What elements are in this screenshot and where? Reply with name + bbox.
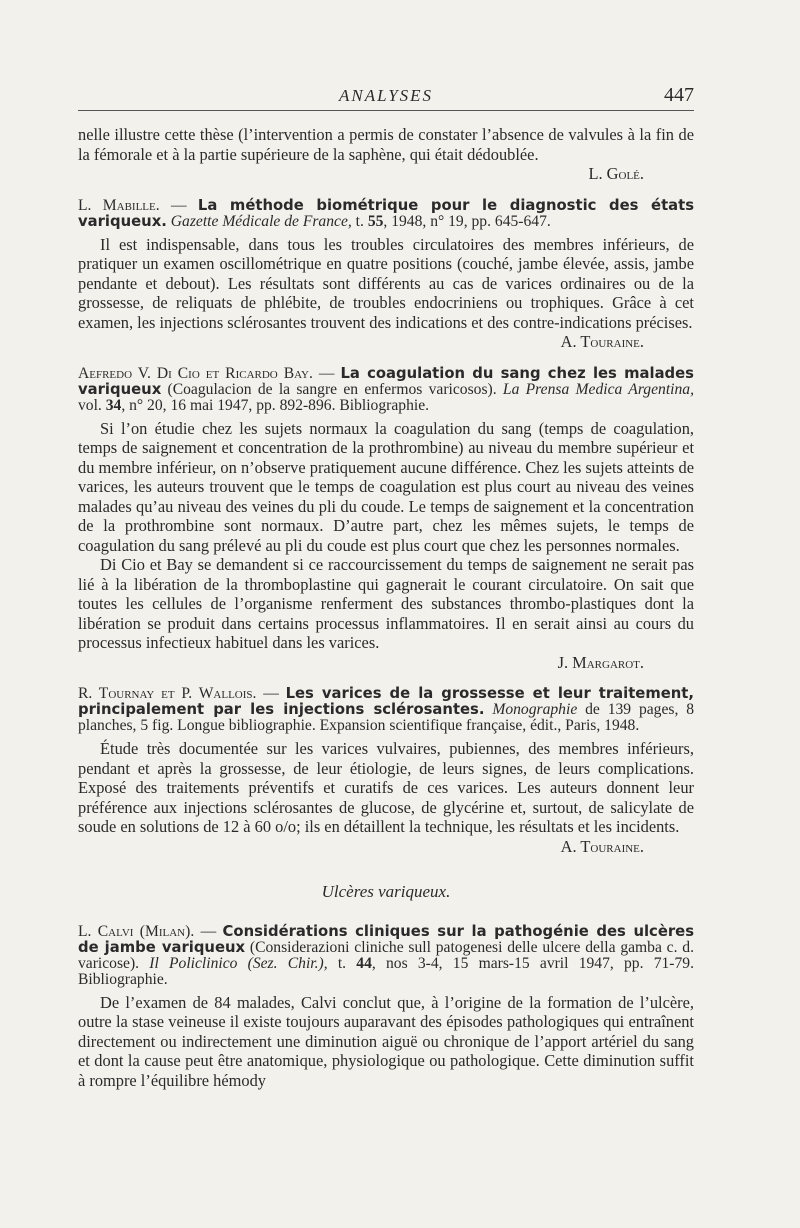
reference-entry: Aefredo V. Di Cio et Ricardo Bay. — La coagulation du sang chez les malades variqueux (Coagulacion de la sangre en enfermos varicosos). La Prensa Medica Argentina, vol. 34, n° 20, 16 mai 1947, pp. 892-896. Bibliographie. — [78, 364, 694, 414]
reference-entry: L. Calvi (Milan). — Considérations cliniques sur la pathogénie des ulcères de jambe variqueux (Considerazioni cliniche sull patogenesi delle ulcere della gamba c. d. varicose). Il Policlinico (Sez. Chir.), t. 44, nos 3-4, 15 mars-15 avril 1947, pp. 71-79. Bibliographie. — [78, 922, 695, 988]
authors: L. Calvi (Milan). — [78, 922, 195, 940]
volume: 44 — [356, 954, 372, 972]
page-body — [78, 125, 694, 1090]
authors: R. Tournay et P. Wallois. — [78, 685, 257, 702]
page-header — [78, 84, 694, 111]
journal-name: Gazette Médicale de France, — [170, 212, 352, 230]
authors: L. Mabille. — [78, 196, 160, 214]
article-title: La méthode biométrique pour le diagnostic des états variqueux. — [78, 196, 695, 230]
volume: 34 — [105, 396, 122, 414]
journal-name: La Prensa Medica Argentina, — [502, 380, 694, 398]
page-number: 447 — [664, 84, 694, 106]
abstract-paragraph: Di Cio et Bay se demandent si ce raccourcissement du temps de saignement ne serait pas lié à la libération de la thromboplastine qui gagnerait le courant circulatoire. On sait que toutes les cellules de l’organisme renferment des substances thrombo-plastiques dont la libération se produit dans certains processus inflammatoires. Il en serait ainsi au cours du processus infectieux habituel dans les varices. — [78, 555, 694, 652]
abstract-paragraph: De l’examen de 84 malades, Calvi conclut que, à l’origine de la formation de l’ulcère, outre la stase veineuse il existe toujours auparavant des épisodes pathologiques qui entraînent directement ou indirectement une diminution aiguë ou chronique de l’apport artériel du sang et dont la cause peut être anatomique, physiologique ou pathologique. Cette diminution suffit à rompre l’équilibre hémody — [78, 992, 694, 1090]
journal-name: Il Policlinico (Sez. Chir.), — [149, 954, 328, 972]
running-title: ANALYSES — [338, 86, 434, 105]
abstract-paragraph: Il est indispensable, dans tous les troubles circulatoires des membres inférieurs, de pratiquer un examen oscillométrique en quatre positions (couché, jambe élevée, assis, jambe pendante et debout). Les résultats sont différents au cas de varices ordinaires ou de la grossesse, de reliquats de phlébite, de troubles endocriniens ou trophiques. Grâce à cet examen, les injections sclérosantes trouvent des indications et des contre-indications précises. — [78, 234, 694, 332]
volume: 55 — [367, 212, 384, 230]
signature: A. Touraine. — [560, 836, 644, 856]
continuation-paragraph: nelle illustre cette thèse (l’intervention a permis de constater l’absence de valvules à la fin de la fémorale et à la partie supérieure de la saphène, qui était dédoublée. — [78, 125, 694, 164]
section-title: Ulcères variqueux. — [321, 882, 451, 901]
signature: A. Touraine. — [560, 332, 644, 351]
reference-entry: L. Mabille. — La méthode biométrique pour le diagnostic des états variqueux. Gazette Médicale de France, t. 55, 1948, n° 19, pp. 645-647. — [78, 196, 695, 230]
abstract-paragraph: Étude très documentée sur les varices vulvaires, pubiennes, des membres inférieurs, pendant et après la grossesse, de leur étiologie, de leurs signes, de leurs complications. Exposé des traitements préventifs et curatifs de ces varices. Les auteurs donnent leur préférence aux injections sclérosantes de glucose, de glycérine et, surtout, de salicylate de soude en solutions de 12 à 60 o/o; ils en détaillent la technique, les résultats et les incidents. — [78, 739, 694, 836]
original-title: (Considerazioni cliniche sull patogenesi delle ulcere della gamba c. d. varicose). — [78, 938, 694, 972]
reference-entry: R. Tournay et P. Wallois. — Les varices de la grossesse et leur traitement, principalement par les injections sclérosantes. Monographie de 139 pages, 8 planches, 5 fig. Longue bibliographie. Expansion scientifique française, édit., Paris, 1948. — [78, 685, 695, 734]
article-title: Considérations cliniques sur la pathogénie des ulcères de jambe variqueux — [78, 922, 695, 956]
article-title: La coagulation du sang chez les malades variqueux — [78, 364, 694, 398]
original-title: (Coagulacion de la sangre en enfermos varicosos). — [161, 380, 503, 398]
journal-name: Monographie — [484, 701, 578, 718]
signature: L. Golé. — [588, 164, 644, 183]
article-title: Les varices de la grossesse et leur traitement, principalement par les injections sclérosantes. — [78, 685, 695, 718]
signature: J. Margarot. — [557, 652, 644, 672]
abstract-paragraph: Si l’on étudie chez les sujets normaux la coagulation du sang (temps de coagulation, temps de saignement et concentration de la prothrombine) au niveau du membre supérieur et du membre inférieur, on n’observe pratiquement aucune différence. Chez les sujets atteints de varices, les auteurs trouvent que le temps de coagulation est plus court au niveau des veines malades qu’au niveau des veines du pli du coude. Le temps de saignement et la concentration de la prothrombine sont normaux. D’autre part, chez les mêmes sujets, le temps de coagulation du sang prélevé au pli du coude est plus court que chez les personnes normales. — [78, 418, 694, 555]
authors: Aefredo V. Di Cio et Ricardo Bay. — [78, 364, 313, 382]
